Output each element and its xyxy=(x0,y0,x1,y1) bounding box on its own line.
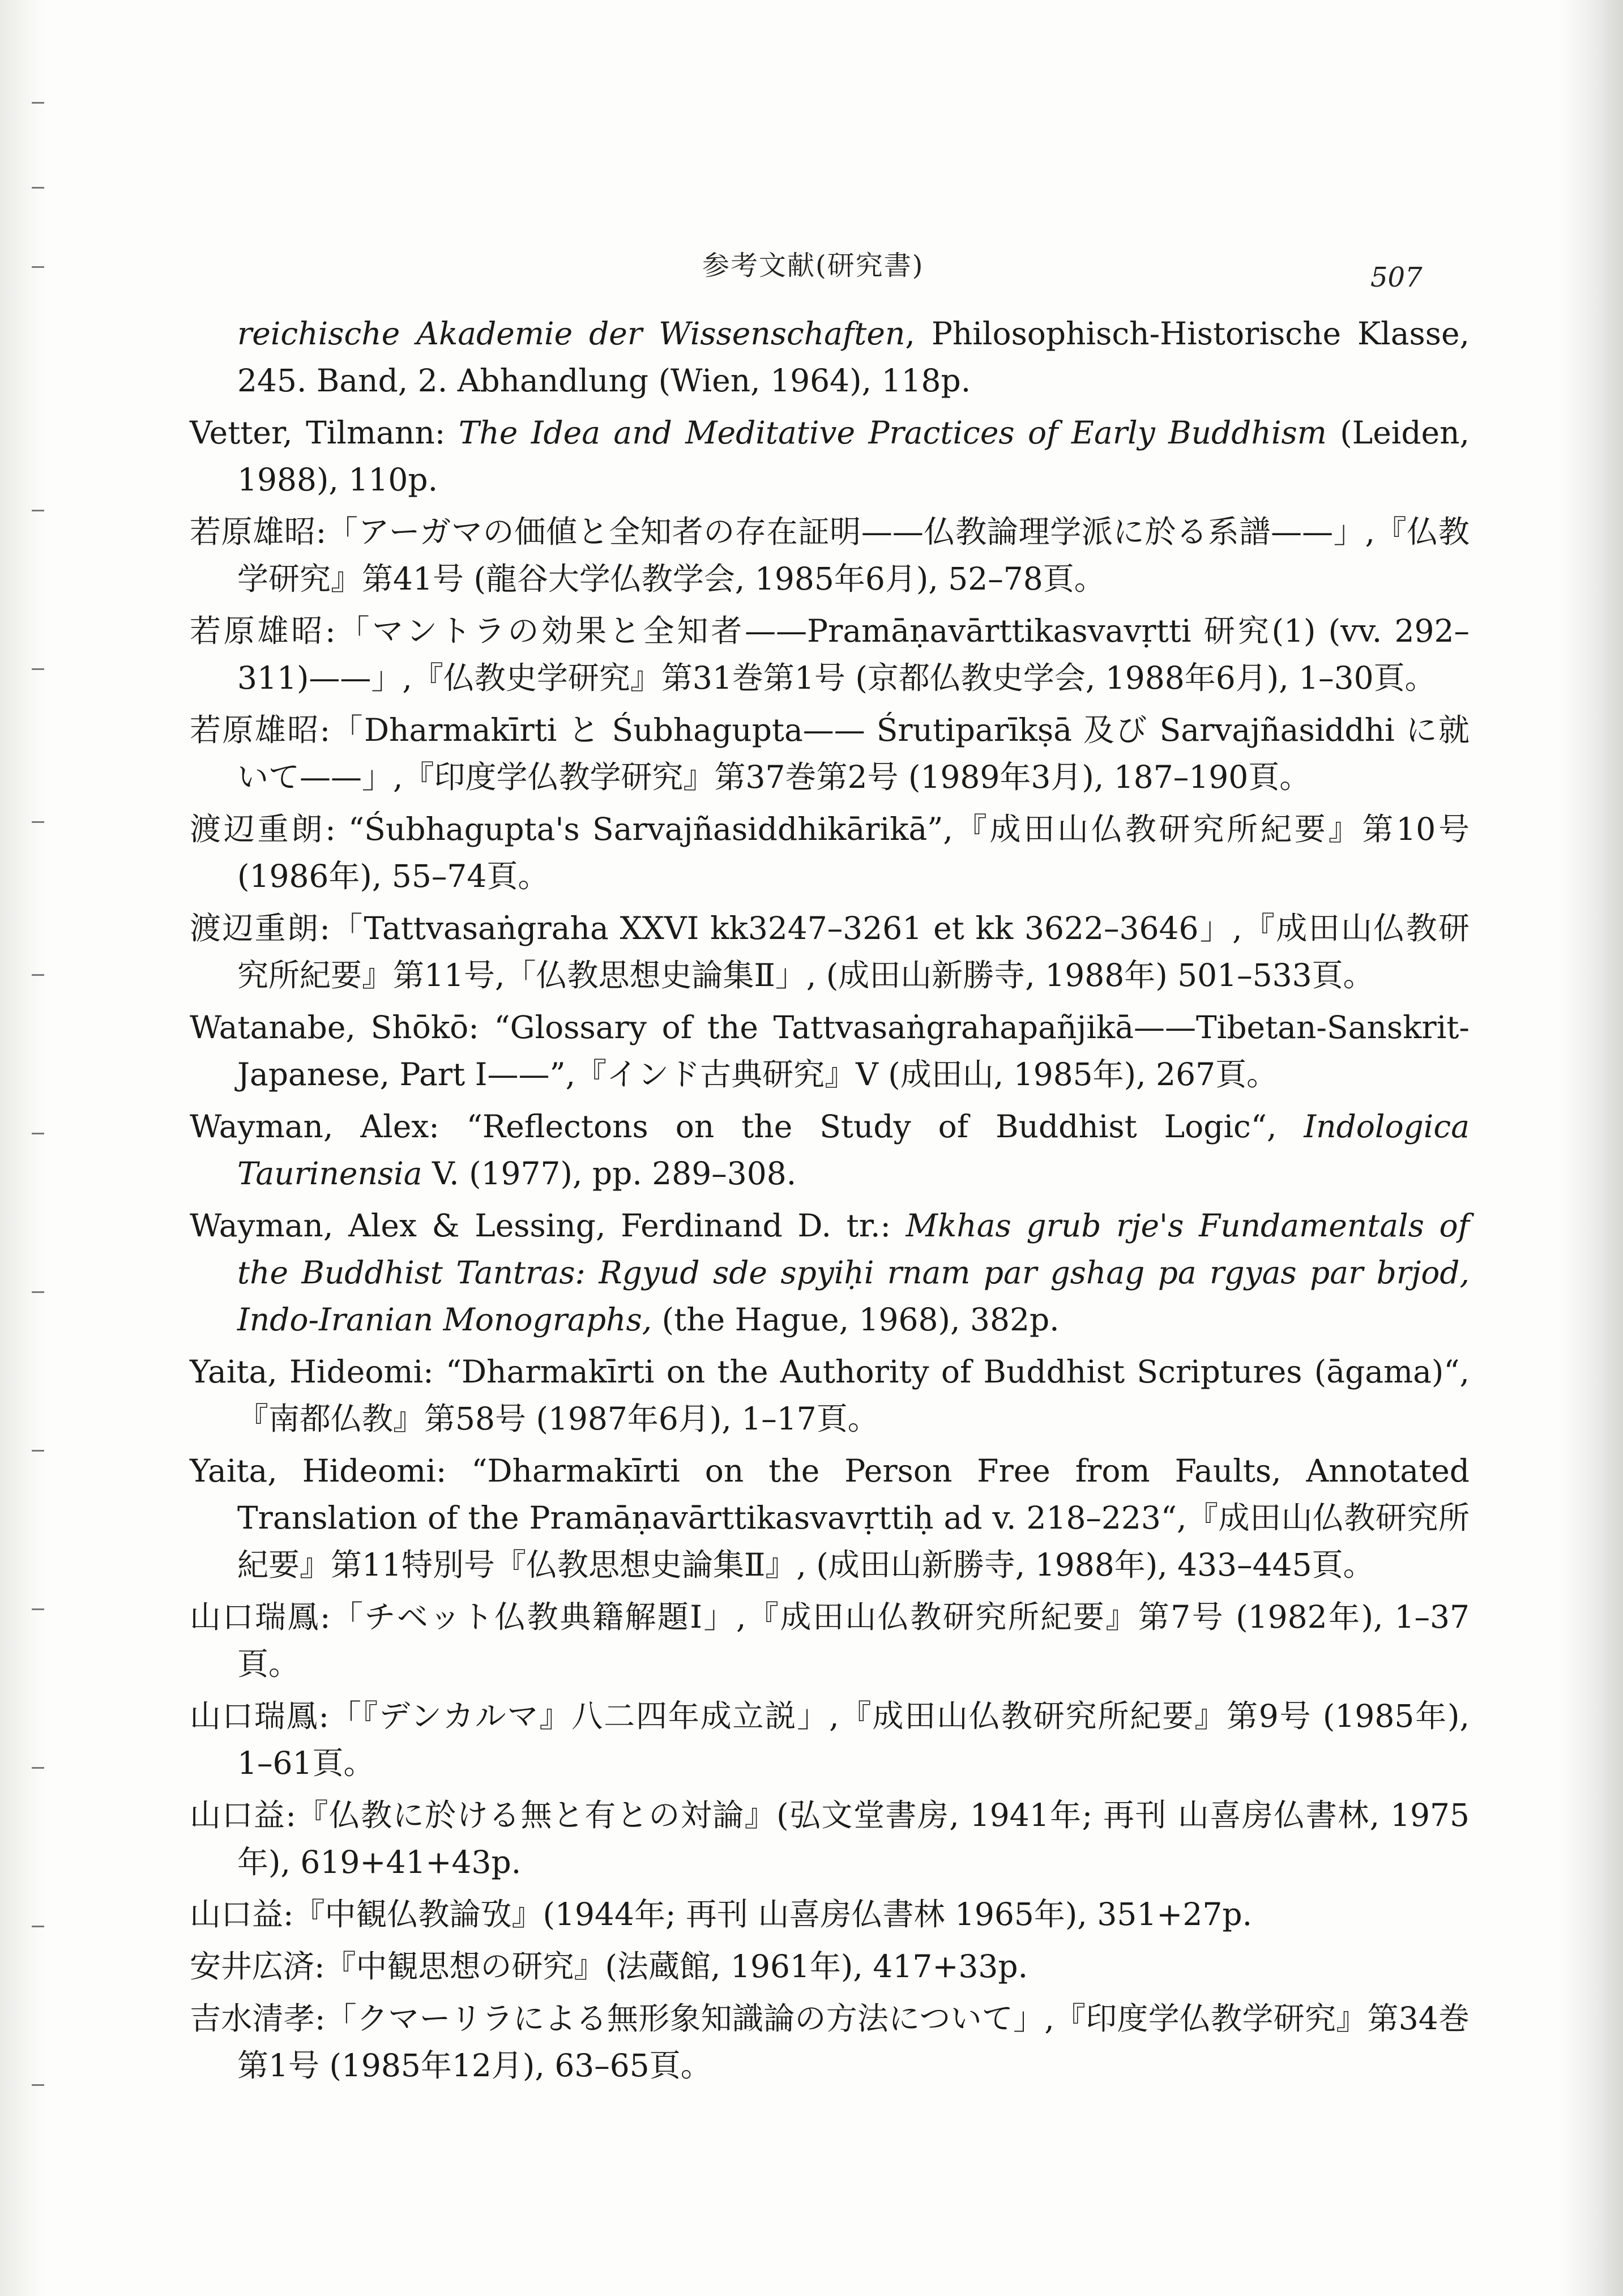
bibliography-entry: 安井広済:『中観思想の研究』(法蔵館, 1961年), 417+33p. xyxy=(190,1948,1028,1985)
scan-tick-mark xyxy=(32,1608,44,1610)
scan-tick-mark xyxy=(32,1767,44,1769)
page-number: 507 xyxy=(1370,262,1423,293)
bibliography-entry: 山口益:『中観仏教論攷』(1944年; 再刊 山喜房仏書林 1965年), 351+27p. xyxy=(190,1896,1253,1932)
bibliography-entry: 山口益:『仏教に於ける無と有との対論』(弘文堂書房, 1941年; 再刊 山喜房仏書林, 1975年), 619+41+43p. xyxy=(190,1797,1470,1880)
scan-tick-mark xyxy=(32,1133,44,1134)
bibliography-entry: 若原雄昭:「マントラの効果と全知者——Pramāṇavārttikasvavṛtti 研究(1) (vv. 292–311)——」,『仏教史学研究』第31巻第1号 (京都仏教史学会, 1988年6月), 1–30頁。 xyxy=(190,613,1470,696)
scan-left-edge xyxy=(0,0,45,2296)
scan-tick-mark xyxy=(32,1450,44,1452)
scan-tick-mark xyxy=(32,102,44,104)
bibliography-entry: 渡辺重朗:「Tattvasaṅgraha XXVI kk3247–3261 et kk 3622–3646」,『成田山仏教研究所紀要』第11号,「仏教思想史論集Ⅱ」, (成田山新勝寺, 1988年) 501–533頁。 xyxy=(190,910,1470,993)
bibliography-entry: Yaita, Hideomi: “Dharmakīrti on the Authority of Buddhist Scriptures (āgama)“,『南都仏教』第58号 (1987年6月), 1–17頁。 xyxy=(190,1354,1470,1437)
bibliography-list xyxy=(190,310,1470,2094)
bibliography-entry: 山口瑞鳳:「チベット仏教典籍解題Ⅰ」,『成田山仏教研究所紀要』第7号 (1982年), 1–37頁。 xyxy=(190,1599,1470,1682)
bibliography-entry: Vetter, Tilmann: The Idea and Meditative Practices of Early Buddhism (Leiden, 1988), 110p. xyxy=(190,415,1470,498)
scan-tick-mark xyxy=(32,187,44,189)
bibliography-entry: Yaita, Hideomi: “Dharmakīrti on the Person Free from Faults, Annotated Translation of the Pramāṇavārttikasvavṛttiḥ ad v. 218–223“,『成田山仏教研究所紀要』第11特別号『仏教思想史論集Ⅱ』, (成田山新勝寺, 1988年), 433–445頁。 xyxy=(190,1453,1470,1583)
bibliography-entry: 渡辺重朗: “Śubhagupta's Sarvajñasiddhikārikā”,『成田山仏教研究所紀要』第10号 (1986年), 55–74頁。 xyxy=(190,811,1470,894)
bibliography-entry: 吉水清孝:「クマーリラによる無形象知識論の方法について」,『印度学仏教学研究』第34巻第1号 (1985年12月), 63–65頁。 xyxy=(190,2000,1470,2084)
bibliography-entry: 若原雄昭:「Dharmakīrti と Śubhagupta—— Śrutiparīkṣā 及び Sarvajñasiddhi に就いて——」,『印度学仏教学研究』第37巻第2号 (1989年3月), 187–190頁。 xyxy=(190,712,1470,795)
scan-tick-mark xyxy=(32,821,44,823)
bibliography-entry: 若原雄昭:「アーガマの価値と全知者の存在証明——仏教論理学派に於る系譜——」,『仏教学研究』第41号 (龍谷大学仏教学会, 1985年6月), 52–78頁。 xyxy=(190,514,1470,597)
scan-tick-mark xyxy=(32,1291,44,1293)
bibliography-entry-continued: reichische Akademie der Wissenschaften, Philosophisch-Historische Klasse, 245. Band, 2. Abhandlung (Wien, 1964), 118p. xyxy=(237,315,1470,399)
bibliography-entry: 山口瑞鳳:「『デンカルマ』八二四年成立説」,『成田山仏教研究所紀要』第9号 (1985年), 1–61頁。 xyxy=(190,1698,1470,1781)
scan-tick-mark xyxy=(32,668,44,670)
scan-tick-mark xyxy=(32,974,44,976)
bibliography-entry: Watanabe, Shōkō: “Glossary of the Tattvasaṅgrahapañjikā——Tibetan-Sanskrit-Japanese, Part I——”,『インド古典研究』V (成田山, 1985年), 267頁。 xyxy=(190,1009,1470,1092)
scan-tick-mark xyxy=(32,2084,44,2086)
bibliography-entry: Wayman, Alex & Lessing, Ferdinand D. tr.: Mkhas grub rje's Fundamentals of the Buddhist Tantras: Rgyud sde spyiḥi rnam par gshag pa rgyas par brjod, Indo-Iranian Monographs, (the Hague, 1968), 382p. xyxy=(190,1207,1470,1338)
scan-tick-mark xyxy=(32,1926,44,1927)
scan-right-edge xyxy=(1561,0,1623,2296)
bibliography-entry: Wayman, Alex: “Reflectons on the Study of Buddhist Logic“, Indologica Taurinensia V. (1977), pp. 289–308. xyxy=(190,1108,1470,1192)
scan-tick-mark xyxy=(32,266,44,268)
running-header: 参考文献(研究書) xyxy=(702,250,924,281)
scan-tick-mark xyxy=(32,510,44,511)
